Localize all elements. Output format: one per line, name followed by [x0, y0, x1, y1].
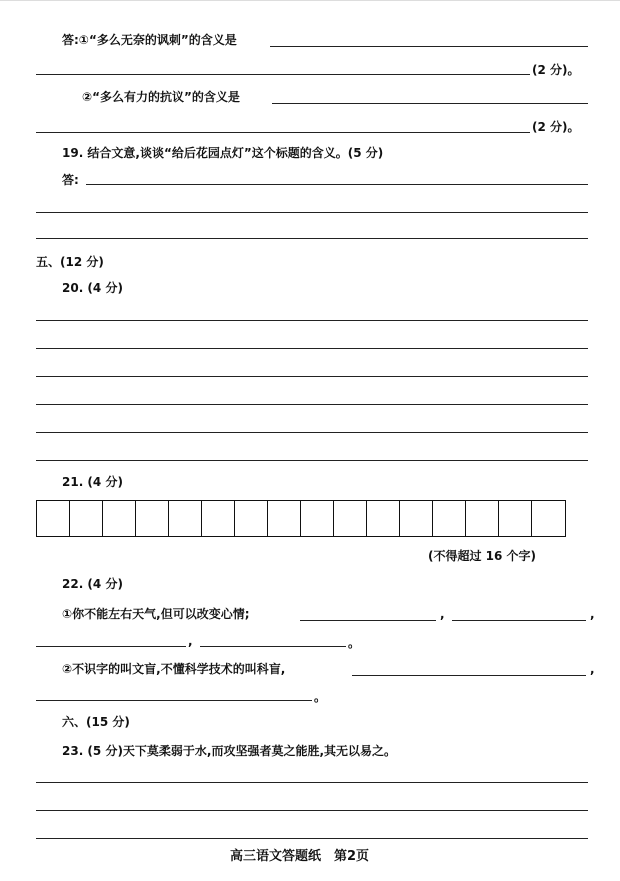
answer-line[interactable] — [36, 460, 588, 461]
character-box[interactable] — [103, 501, 136, 536]
footer-page-label: 高三语文答题纸 第2页 — [230, 849, 370, 864]
answer-line[interactable] — [36, 700, 312, 701]
top-edge — [0, 0, 620, 1]
q18-part2-label: ②“多么有力的抗议”的含义是 — [82, 90, 240, 104]
q18-part1-label: 答:①“多么无奈的讽刺”的含义是 — [62, 33, 237, 47]
q18-part2-score: (2 分)。 — [532, 120, 580, 134]
section5-heading: 五、(12 分) — [36, 255, 104, 269]
answer-line[interactable] — [36, 810, 588, 811]
period: 。 — [348, 636, 361, 650]
answer-line[interactable] — [36, 838, 588, 839]
character-box[interactable] — [268, 501, 301, 536]
q22-label: 22. (4 分) — [62, 577, 123, 591]
answer-line[interactable] — [36, 348, 588, 349]
answer-line[interactable] — [36, 376, 588, 377]
answer-line[interactable] — [300, 620, 436, 621]
answer-line[interactable] — [36, 404, 588, 405]
answer-line[interactable] — [36, 320, 588, 321]
character-box[interactable] — [169, 501, 202, 536]
character-box[interactable] — [466, 501, 499, 536]
comma: , — [590, 607, 595, 621]
comma: , — [590, 662, 595, 676]
character-box[interactable] — [136, 501, 169, 536]
q21-note: (不得超过 16 个字) — [428, 549, 537, 563]
answer-line[interactable] — [36, 238, 588, 239]
answer-line[interactable] — [36, 74, 530, 75]
q22-line1-text: ①你不能左右天气,但可以改变心情; — [62, 607, 250, 621]
answer-line[interactable] — [272, 103, 588, 104]
answer-line[interactable] — [36, 432, 588, 433]
q21-character-grid[interactable] — [36, 500, 566, 537]
q20-label: 20. (4 分) — [62, 281, 123, 295]
character-box[interactable] — [532, 501, 565, 536]
answer-line[interactable] — [86, 184, 588, 185]
character-box[interactable] — [400, 501, 433, 536]
comma: , — [440, 607, 445, 621]
character-box[interactable] — [499, 501, 532, 536]
comma: , — [188, 634, 193, 648]
answer-line[interactable] — [36, 646, 186, 647]
answer-line[interactable] — [36, 132, 530, 133]
q18-part1-score: (2 分)。 — [532, 63, 580, 77]
period: 。 — [314, 690, 327, 704]
q22-line2-text: ②不识字的叫文盲,不懂科学技术的叫科盲, — [62, 662, 286, 676]
character-box[interactable] — [70, 501, 103, 536]
character-box[interactable] — [235, 501, 268, 536]
answer-line[interactable] — [36, 212, 588, 213]
q19-question: 19. 结合文意,谈谈“给后花园点灯”这个标题的含义。(5 分) — [62, 146, 384, 160]
q23-label: 23. (5 分)天下莫柔弱于水,而攻坚强者莫之能胜,其无以易之。 — [62, 744, 397, 758]
answer-line[interactable] — [36, 782, 588, 783]
answer-line[interactable] — [352, 675, 586, 676]
character-box[interactable] — [433, 501, 466, 536]
character-box[interactable] — [367, 501, 400, 536]
answer-line[interactable] — [270, 46, 588, 47]
q21-label: 21. (4 分) — [62, 475, 123, 489]
answer-line[interactable] — [200, 646, 346, 647]
character-box[interactable] — [334, 501, 367, 536]
character-box[interactable] — [202, 501, 235, 536]
character-box[interactable] — [37, 501, 70, 536]
q19-answer-prefix: 答: — [62, 173, 79, 187]
section6-heading: 六、(15 分) — [62, 715, 130, 729]
character-box[interactable] — [301, 501, 334, 536]
answer-line[interactable] — [452, 620, 586, 621]
